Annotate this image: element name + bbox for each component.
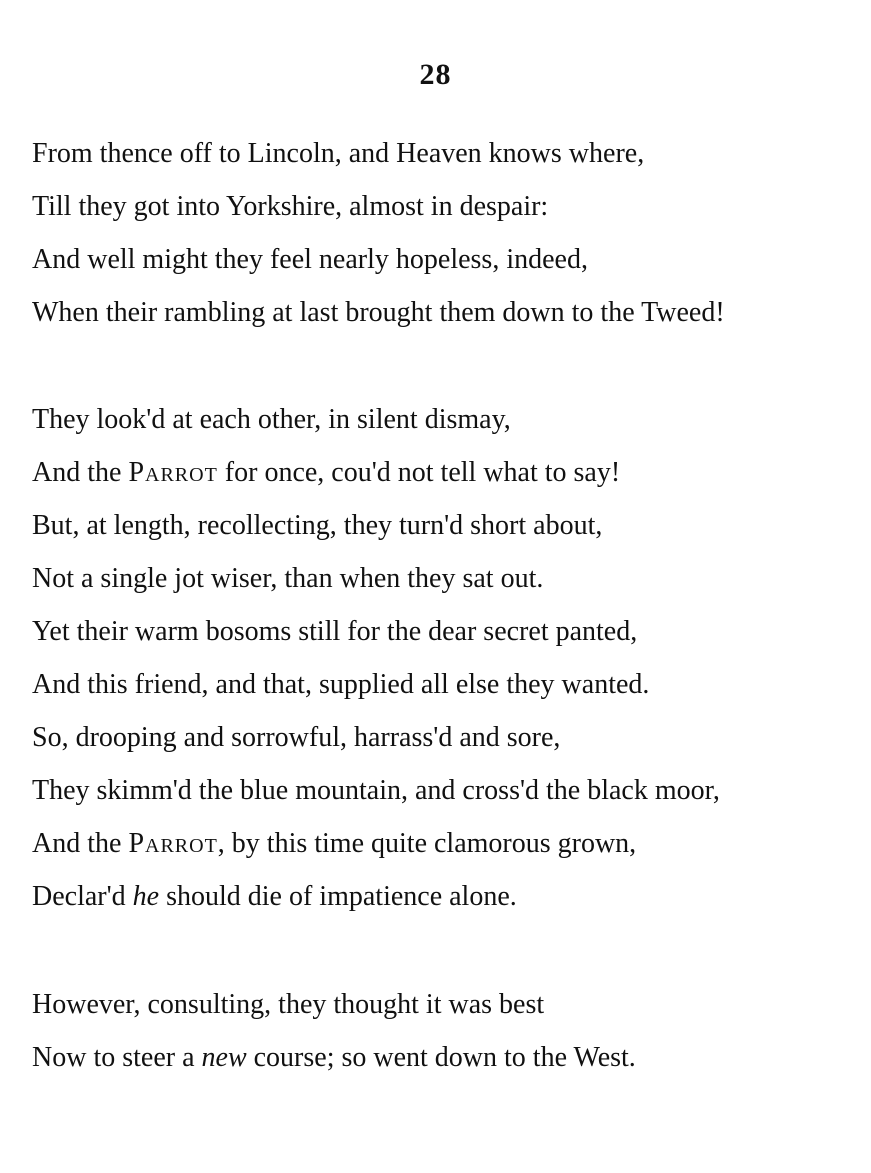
verse-line: But, at length, recollecting, they turn'd short about,: [32, 510, 603, 541]
italic-word: new: [201, 1042, 247, 1073]
verse-line: And well might they feel nearly hopeless, indeed,: [32, 244, 588, 275]
verse-line: [32, 880, 517, 914]
verse-text: And the: [32, 828, 129, 859]
verse-line: They skimm'd the blue mountain, and cross'd the black moor,: [32, 775, 720, 806]
verse-line: Till they got into Yorkshire, almost in despair:: [32, 191, 549, 222]
verse-line: So, drooping and sorrowful, harrass'd and sore,: [32, 722, 561, 753]
verse-text: And the: [32, 457, 129, 488]
verse-line: From thence off to Lincoln, and Heaven knows where,: [32, 138, 645, 169]
italic-word: he: [132, 881, 160, 912]
verse-line: [32, 827, 636, 861]
small-caps-name: Parrot: [128, 457, 218, 488]
verse-text: course; so went down to the West.: [246, 1042, 636, 1073]
verse-text: for once, cou'd not tell what to say!: [217, 457, 621, 488]
verse-line: [32, 456, 620, 490]
small-caps-name: Parrot: [128, 828, 218, 859]
verse-line: [32, 1041, 636, 1075]
verse-line: Yet their warm bosoms still for the dear secret panted,: [32, 616, 638, 647]
verse-line: Not a single jot wiser, than when they sat out.: [32, 563, 544, 594]
verse-line: They look'd at each other, in silent dismay,: [32, 404, 511, 435]
verse-text: Now to steer a: [32, 1042, 202, 1073]
verse-line: When their rambling at last brought them down to the Tweed!: [32, 297, 725, 328]
verse-text: should die of impatience alone.: [159, 881, 517, 912]
page-number: 28: [419, 58, 452, 91]
verse-text: , by this time quite clamorous grown,: [217, 828, 637, 859]
verse-line: And this friend, and that, supplied all else they wanted.: [32, 669, 650, 700]
verse-text: Declar'd: [32, 881, 133, 912]
verse-line: However, consulting, they thought it was best: [32, 989, 545, 1020]
